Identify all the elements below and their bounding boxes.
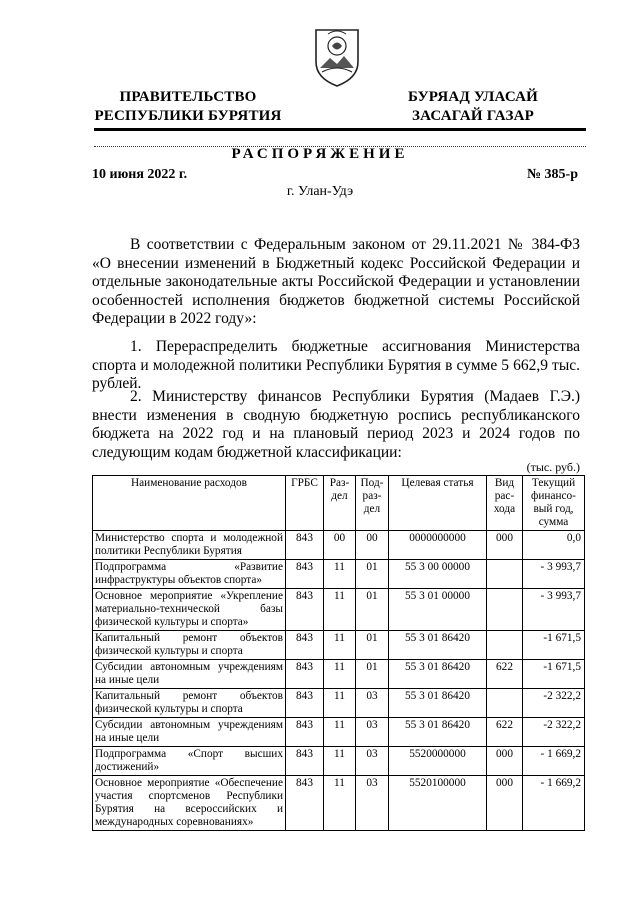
- cell-amount: -1 671,5: [523, 660, 585, 689]
- cell-expense-type: [487, 589, 523, 631]
- cell-subsection: 03: [356, 689, 389, 718]
- cell-section: 11: [324, 689, 356, 718]
- cell-grbs: 843: [286, 631, 324, 660]
- col-header-name: Наименование расходов: [93, 476, 286, 531]
- col-header-subsection: Под-раз-дел: [356, 476, 389, 531]
- units-label: (тыс. руб.): [526, 460, 580, 474]
- document-city: г. Улан-Удэ: [286, 184, 354, 199]
- cell-amount: - 3 993,7: [523, 560, 585, 589]
- cell-target-item: 55 3 00 00000: [389, 560, 487, 589]
- coat-of-arms-emblem: [310, 24, 364, 88]
- cell-expense-type: 000: [487, 747, 523, 776]
- budget-table: [92, 475, 585, 831]
- cell-target-item: 5520100000: [389, 776, 487, 831]
- cell-expense-type: [487, 560, 523, 589]
- cell-section: 11: [324, 589, 356, 631]
- clause-2-paragraph: 2. Министерству финансов Республики Бурятия (Мадаев Г.Э.) внести изменения в сводную бюджетную роспись республиканского бюджета на 2022 год и на плановый период 2023 и 2024 годов по следующим кодам бюджетной классификации:: [92, 388, 580, 461]
- cell-section: 00: [324, 531, 356, 560]
- col-header-target-item: Целевая статья: [389, 476, 487, 531]
- table-row: [93, 531, 585, 560]
- cell-amount: - 1 669,2: [523, 776, 585, 831]
- cell-target-item: 5520000000: [389, 747, 487, 776]
- header-left-line2: РЕСПУБЛИКИ БУРЯТИЯ: [94, 108, 282, 124]
- table-row: [93, 718, 585, 747]
- cell-name: Капитальный ремонт объектов физической культуры и спорта: [93, 689, 286, 718]
- cell-expense-type: 622: [487, 660, 523, 689]
- cell-section: 11: [324, 747, 356, 776]
- cell-subsection: 03: [356, 718, 389, 747]
- government-name-buryat: [398, 88, 548, 126]
- header-right-line2: ЗАСАГАЙ ГАЗАР: [412, 108, 534, 124]
- col-header-section: Раз-дел: [324, 476, 356, 531]
- document-date: 10 июня 2022 г.: [92, 167, 188, 182]
- cell-subsection: 01: [356, 631, 389, 660]
- cell-amount: -2 322,2: [523, 718, 585, 747]
- cell-amount: - 3 993,7: [523, 589, 585, 631]
- cell-amount: -2 322,2: [523, 689, 585, 718]
- cell-grbs: 843: [286, 776, 324, 831]
- cell-grbs: 843: [286, 560, 324, 589]
- table-row: [93, 689, 585, 718]
- cell-expense-type: 000: [487, 776, 523, 831]
- cell-name: Капитальный ремонт объектов физической культуры и спорта: [93, 631, 286, 660]
- cell-target-item: 55 3 01 86420: [389, 718, 487, 747]
- cell-section: 11: [324, 560, 356, 589]
- cell-amount: - 1 669,2: [523, 747, 585, 776]
- cell-grbs: 843: [286, 718, 324, 747]
- cell-target-item: 55 3 01 86420: [389, 660, 487, 689]
- cell-subsection: 03: [356, 747, 389, 776]
- header-divider-thick: [94, 128, 586, 131]
- cell-target-item: 55 3 01 00000: [389, 589, 487, 631]
- cell-subsection: 00: [356, 531, 389, 560]
- cell-name: Подпрограмма «Развитие инфраструктуры объектов спорта»: [93, 560, 286, 589]
- cell-name: Основное мероприятие «Обеспечение участия спортсменов Республики Бурятия на всероссийских и международных соревнованиях»: [93, 776, 286, 831]
- cell-name: Основное мероприятие «Укрепление материально-технической базы физической культуры и спорта»: [93, 589, 286, 631]
- cell-expense-type: [487, 631, 523, 660]
- document-number: № 385-р: [526, 167, 578, 182]
- cell-target-item: 0000000000: [389, 531, 487, 560]
- table-row: [93, 747, 585, 776]
- cell-subsection: 01: [356, 660, 389, 689]
- cell-grbs: 843: [286, 660, 324, 689]
- header-left-line1: ПРАВИТЕЛЬСТВО: [119, 89, 257, 105]
- cell-target-item: 55 3 01 86420: [389, 689, 487, 718]
- cell-grbs: 843: [286, 531, 324, 560]
- table-row: [93, 589, 585, 631]
- cell-expense-type: 622: [487, 718, 523, 747]
- header-right-line1: БУРЯАД УЛАСАЙ: [407, 89, 539, 105]
- table-row: [93, 560, 585, 589]
- cell-expense-type: 000: [487, 531, 523, 560]
- table-row: [93, 631, 585, 660]
- cell-section: 11: [324, 631, 356, 660]
- cell-grbs: 843: [286, 589, 324, 631]
- cell-name: Субсидии автономным учреждениям на иные цели: [93, 718, 286, 747]
- table-header-row: [93, 476, 585, 531]
- cell-amount: 0,0: [523, 531, 585, 560]
- col-header-expense-type: Вид рас-хода: [487, 476, 523, 531]
- cell-section: 11: [324, 718, 356, 747]
- col-header-amount: Текущий финансо-вый год, сумма: [523, 476, 585, 531]
- document-title: РАСПОРЯЖЕНИЕ: [231, 146, 409, 162]
- cell-target-item: 55 3 01 86420: [389, 631, 487, 660]
- cell-subsection: 01: [356, 589, 389, 631]
- cell-grbs: 843: [286, 689, 324, 718]
- table-row: [93, 660, 585, 689]
- cell-amount: -1 671,5: [523, 631, 585, 660]
- cell-subsection: 03: [356, 776, 389, 831]
- cell-expense-type: [487, 689, 523, 718]
- col-header-grbs: ГРБС: [286, 476, 324, 531]
- cell-section: 11: [324, 776, 356, 831]
- cell-grbs: 843: [286, 747, 324, 776]
- government-name-russian: [88, 88, 288, 126]
- cell-section: 11: [324, 660, 356, 689]
- cell-name: Министерство спорта и молодежной политики Республики Бурятия: [93, 531, 286, 560]
- table-row: [93, 776, 585, 831]
- cell-name: Подпрограмма «Спорт высших достижений»: [93, 747, 286, 776]
- table-body: [93, 531, 585, 831]
- clause-1-paragraph: 1. Перераспределить бюджетные ассигнования Министерства спорта и молодежной политики Республики Бурятия в сумме 5 662,9 тыс. рублей.: [92, 338, 580, 393]
- cell-name: Субсидии автономным учреждениям на иные цели: [93, 660, 286, 689]
- cell-subsection: 01: [356, 560, 389, 589]
- preamble-paragraph: В соответствии с Федеральным законом от 29.11.2021 № 384-ФЗ «О внесении изменений в Бюджетный кодекс Российской Федерации и отдельные законодательные акты Российской Федерации и установлении особенностей исполнения бюджетов бюджетной системы Российской Федерации в 2022 году»:: [92, 236, 580, 328]
